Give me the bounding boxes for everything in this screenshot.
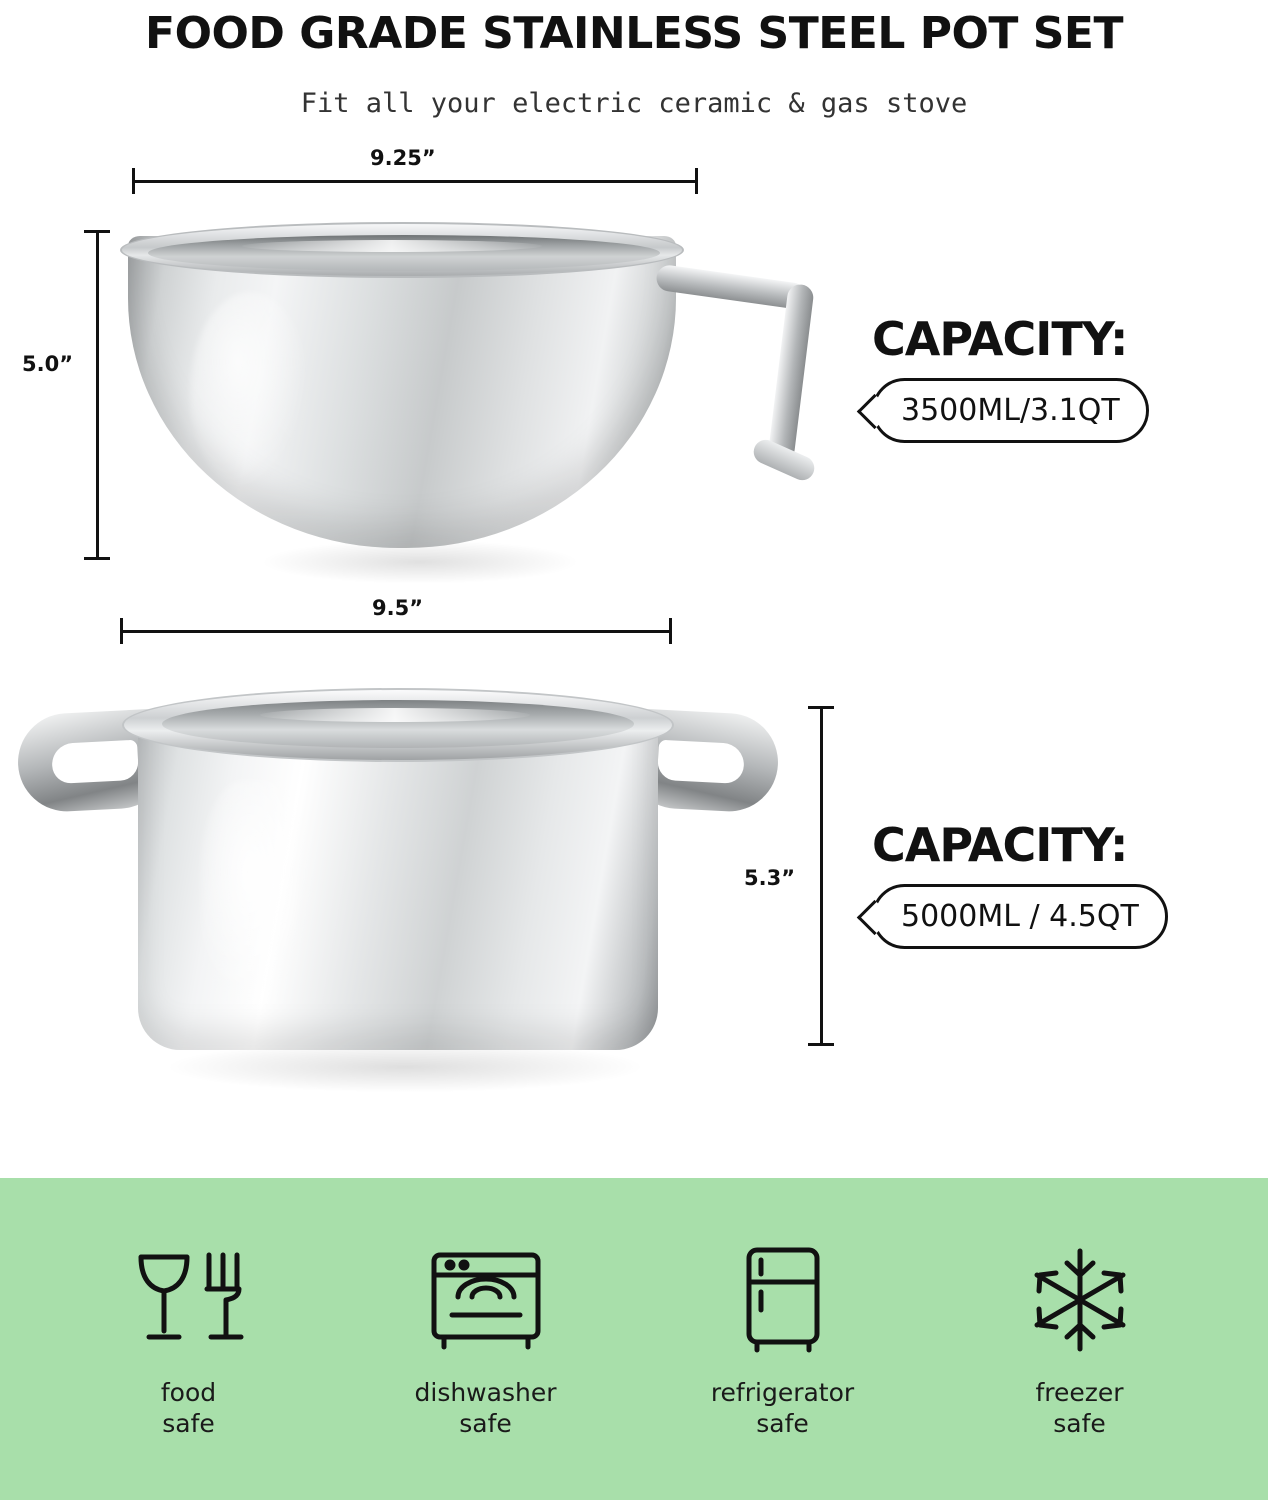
feature-label-line2: safe xyxy=(459,1409,512,1438)
snowflake-icon xyxy=(1025,1239,1135,1361)
bowl-width-tick-right xyxy=(695,168,698,194)
feature-label xyxy=(161,1377,216,1440)
bowl-capacity-word: CAPACITY: xyxy=(872,312,1128,366)
bowl-height-tick-top xyxy=(84,230,110,233)
pot-height-label: 5.3” xyxy=(744,866,796,890)
bowl-rim xyxy=(120,222,684,278)
feature-label xyxy=(415,1377,557,1440)
pot-capacity-callout xyxy=(872,818,1168,949)
feature-band xyxy=(0,1178,1268,1500)
bowl-width-label: 9.25” xyxy=(370,146,436,170)
bowl-capacity-callout xyxy=(872,312,1149,443)
feature-label-line1: food xyxy=(160,1377,217,1407)
bowl-height-rule xyxy=(96,230,99,560)
feature-food-safe xyxy=(64,1239,314,1440)
pot-capacity-value: 5000ML / 4.5QT xyxy=(872,884,1168,949)
feature-label xyxy=(711,1377,854,1440)
feature-label-line1: freezer xyxy=(1035,1377,1124,1407)
refrigerator-icon xyxy=(733,1239,833,1361)
bowl-width-tick-left xyxy=(132,168,135,194)
pot-width-tick-right xyxy=(669,618,672,644)
pot-image xyxy=(10,660,830,1100)
bowl-highlight xyxy=(190,292,310,492)
pot-interior-highlight xyxy=(260,708,530,722)
page-title: FOOD GRADE STAINLESS STEEL POT SET xyxy=(145,8,1123,59)
bowl-width-rule xyxy=(132,180,698,183)
feature-label-line2: safe xyxy=(1053,1409,1106,1438)
bowl-capacity-value: 3500ML/3.1QT xyxy=(872,378,1149,443)
fork-glass-food-safe-icon xyxy=(129,1239,249,1361)
pot-highlight xyxy=(200,780,310,1010)
bowl-image xyxy=(120,222,880,572)
feature-label-line2: safe xyxy=(756,1409,809,1438)
pot-width-rule xyxy=(120,630,672,633)
feature-label-line1: dishwasher xyxy=(414,1377,557,1407)
pot-capacity-word: CAPACITY: xyxy=(872,818,1128,872)
pot-width-tick-left xyxy=(120,618,123,644)
bowl-interior-highlight xyxy=(242,240,542,252)
page-subtitle: Fit all your electric ceramic & gas stove xyxy=(300,88,968,119)
bowl-height-label: 5.0” xyxy=(22,352,74,376)
pot-width-label: 9.5” xyxy=(372,596,424,620)
feature-dishwasher-safe xyxy=(361,1239,611,1440)
dishwasher-icon xyxy=(422,1239,550,1361)
feature-label xyxy=(1035,1377,1123,1440)
feature-freezer-safe xyxy=(955,1239,1205,1440)
bowl-handle xyxy=(656,270,836,510)
bowl-height-tick-bottom xyxy=(84,557,110,560)
feature-label-line1: refrigerator xyxy=(710,1377,855,1407)
feature-refrigerator-safe xyxy=(658,1239,908,1440)
feature-label-line2: safe xyxy=(162,1409,215,1438)
